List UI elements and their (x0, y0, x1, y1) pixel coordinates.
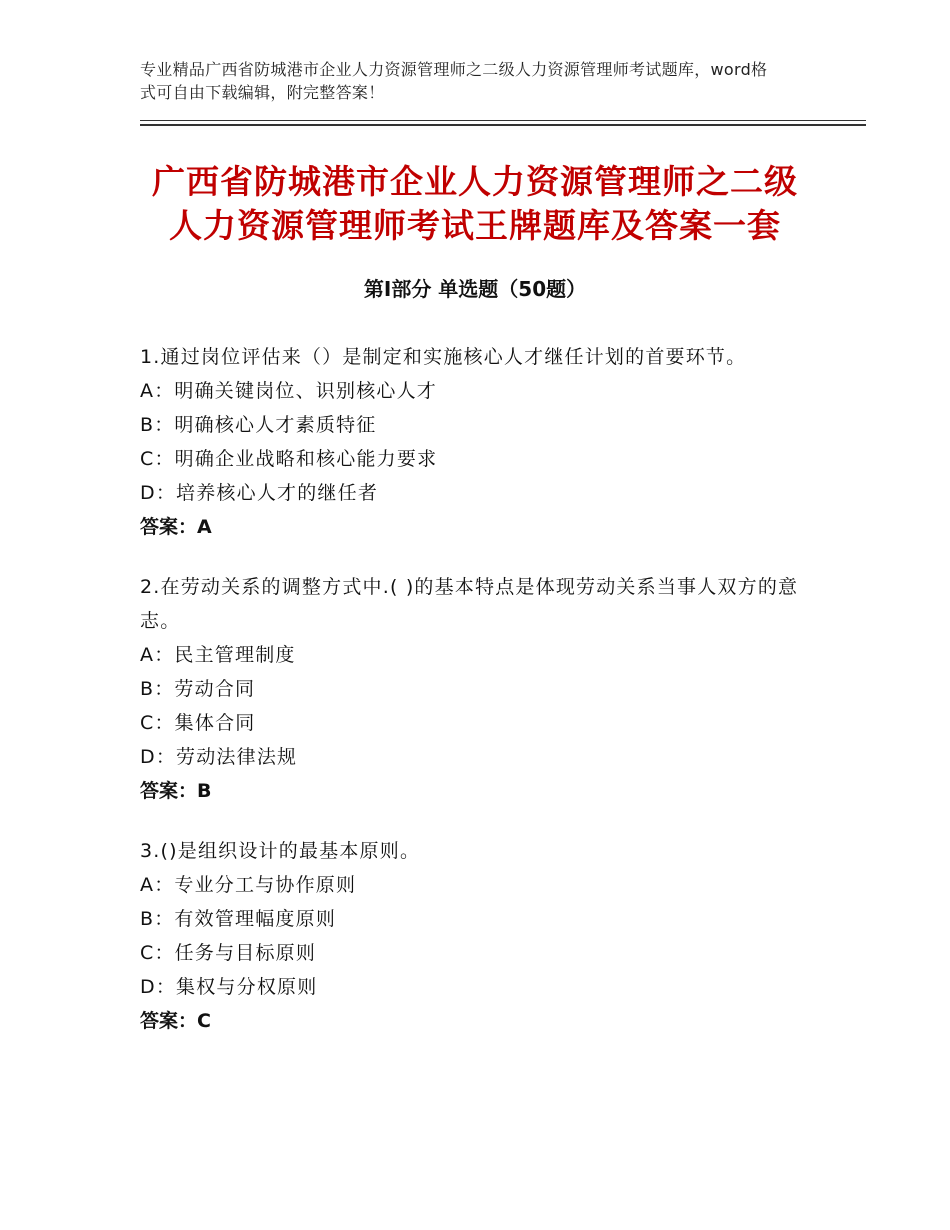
option-c: C：任务与目标原则 (140, 942, 317, 964)
question-1 (140, 340, 820, 544)
option-a: A：民主管理制度 (140, 644, 296, 666)
document-title-line1: 广西省防城港市企业人力资源管理师之二级 (152, 162, 798, 201)
header-divider-thin (140, 120, 866, 121)
section-title: 第Ⅰ部分 单选题（50题） (363, 277, 587, 301)
option-a: A：明确关键岗位、识别核心人才 (140, 380, 437, 402)
option-d: D：培养核心人才的继任者 (140, 482, 379, 504)
question-stem: 2.在劳动关系的调整方式中.( )的基本特点是体现劳动关系当事人双方的意志。 (140, 576, 799, 632)
question-3 (140, 834, 820, 1038)
answer: 答案：B (140, 780, 212, 802)
option-b: B：有效管理幅度原则 (140, 908, 337, 930)
answer: 答案：A (140, 516, 212, 538)
option-b: B：劳动合同 (140, 678, 256, 700)
answer: 答案：C (140, 1010, 211, 1032)
document-title-line2: 人力资源管理师考试王牌题库及答案一套 (169, 206, 781, 245)
header-note: 专业精品广西省防城港市企业人力资源管理师之二级人力资源管理师考试题库，word格式可自由下载编辑，附完整答案！ (140, 60, 768, 102)
document-title (80, 160, 870, 248)
option-d: D：劳动法律法规 (140, 746, 298, 768)
option-c: C：明确企业战略和核心能力要求 (140, 448, 438, 470)
question-stem: 3.()是组织设计的最基本原则。 (140, 840, 421, 862)
question-stem: 1.通过岗位评估来（）是制定和实施核心人才继任计划的首要环节。 (140, 346, 747, 368)
question-2 (140, 570, 820, 808)
option-a: A：专业分工与协作原则 (140, 874, 357, 896)
option-d: D：集权与分权原则 (140, 976, 318, 998)
option-b: B：明确核心人才素质特征 (140, 414, 377, 436)
header-divider-thick (140, 124, 866, 126)
question-list (140, 340, 820, 1064)
option-c: C：集体合同 (140, 712, 256, 734)
